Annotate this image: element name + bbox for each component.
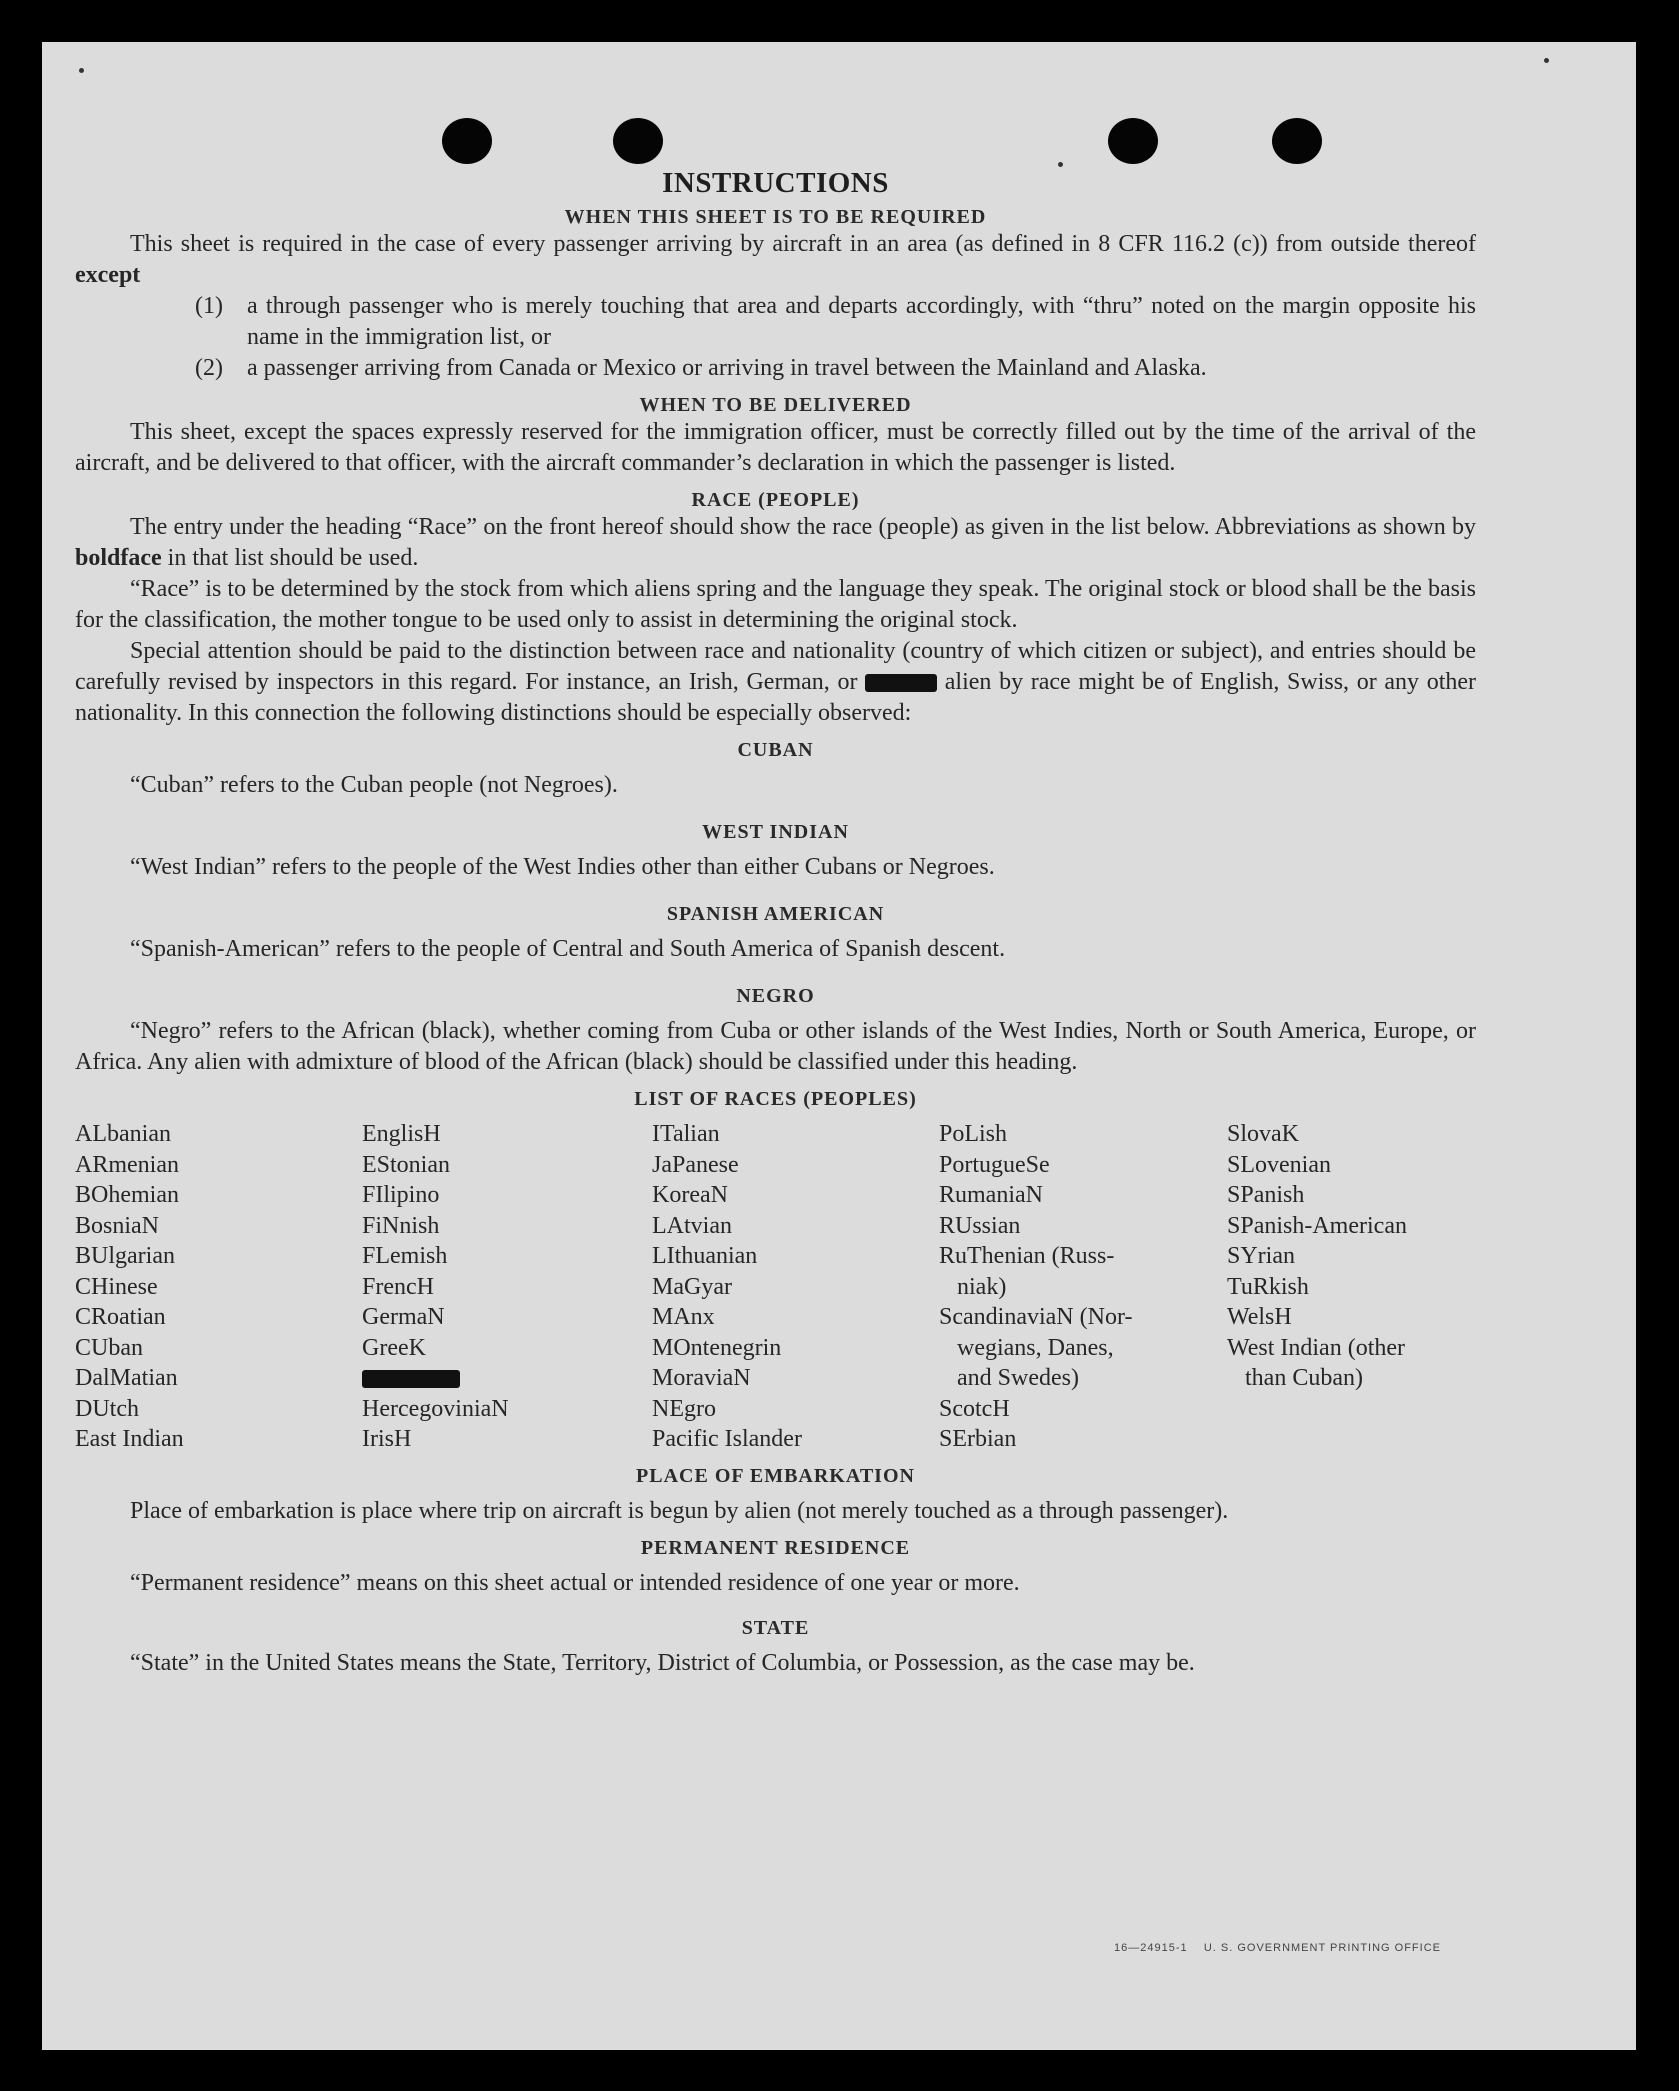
race-entry: RUssian bbox=[939, 1212, 1021, 1239]
race-entry: niak) bbox=[939, 1273, 1007, 1300]
speck bbox=[79, 68, 84, 73]
paragraph-race-2: “Race” is to be determined by the stock from which aliens spring and the language they speak. The original stock or blood shall be the basis for the classification, the mother tongue to be used only to assist in determining the original stock. bbox=[75, 576, 1476, 633]
heading-when-delivered: WHEN TO BE DELIVERED bbox=[639, 394, 912, 416]
race-column bbox=[1227, 1119, 1476, 1455]
punch-hole bbox=[613, 118, 663, 164]
paragraph-spanish-american: “Spanish-American” refers to the people of Central and South America of Spanish descent. bbox=[130, 936, 1006, 962]
race-entry: RumaniaN bbox=[939, 1182, 1043, 1208]
heading-when-required: WHEN THIS SHEET IS TO BE REQUIRED bbox=[564, 206, 987, 228]
race-entry: WelsH bbox=[1227, 1304, 1292, 1330]
redaction-mark bbox=[865, 674, 937, 692]
race-column bbox=[939, 1119, 1227, 1455]
paragraph-embarkation: Place of embarkation is place where trip on aircraft is begun by alien (not merely touched as a through passenger). bbox=[130, 1497, 1229, 1524]
race-entry: FLemish bbox=[362, 1243, 448, 1269]
race-entry: MOntenegrin bbox=[652, 1334, 782, 1361]
race-entry: DalMatian bbox=[75, 1365, 178, 1391]
race-entry: wegians, Danes, bbox=[939, 1334, 1114, 1361]
heading-race: RACE (PEOPLE) bbox=[691, 489, 860, 511]
punch-hole bbox=[1108, 118, 1158, 164]
race-entry: SYrian bbox=[1227, 1243, 1295, 1269]
paragraph-when-delivered: This sheet, except the spaces expressly reserved for the immigration officer, must be correctly filled out by the time of the arrival of the aircraft, and be delivered to that officer, with the aircraft commander’s declaration in which the passenger is listed. bbox=[75, 419, 1476, 476]
race-entry: SlovaK bbox=[1227, 1121, 1299, 1147]
race-entry: BUlgarian bbox=[75, 1243, 175, 1269]
race-entry: EnglisH bbox=[362, 1121, 441, 1147]
race-entry: and Swedes) bbox=[939, 1365, 1079, 1391]
race-entry bbox=[362, 1363, 652, 1394]
heading-state: STATE bbox=[741, 1616, 810, 1639]
paragraph-state: “State” in the United States means the State, Territory, District of Columbia, or Possession, as the case may be. bbox=[130, 1649, 1195, 1676]
paragraph-race-1: The entry under the heading “Race” on the front hereof should show the race (people) as given in the list below. Abbreviations as shown by boldface in that list should be used. bbox=[75, 514, 1476, 571]
race-entry: LIthuanian bbox=[652, 1243, 758, 1269]
heading-list-of-races: LIST OF RACES (PEOPLES) bbox=[634, 1088, 917, 1110]
punch-hole bbox=[442, 118, 492, 164]
instruction-sheet bbox=[42, 42, 1636, 2050]
race-entry: CHinese bbox=[75, 1273, 158, 1300]
race-entry: SPanish-American bbox=[1227, 1212, 1407, 1239]
race-entry: NEgro bbox=[652, 1395, 716, 1422]
heading-negro: NEGRO bbox=[736, 985, 815, 1007]
race-entry: than Cuban) bbox=[1227, 1365, 1363, 1391]
speck bbox=[1544, 58, 1549, 63]
race-entry: PortugueSe bbox=[939, 1151, 1050, 1178]
race-entry: BOhemian bbox=[75, 1182, 179, 1208]
race-entry: RuThenian (Russ- bbox=[939, 1243, 1115, 1269]
paragraph-permanent-residence: “Permanent residence” means on this sheet actual or intended residence of one year or more. bbox=[130, 1569, 1020, 1596]
paragraph-west-indian: “West Indian” refers to the people of the West Indies other than either Cubans or Negroes. bbox=[130, 854, 995, 880]
paragraph-when-required: This sheet is required in the case of every passenger arriving by aircraft in an area (as defined in 8 CFR 116.2 (c)) from outside thereof except bbox=[75, 231, 1476, 288]
race-entry: KoreaN bbox=[652, 1182, 728, 1208]
race-entry: ITalian bbox=[652, 1121, 720, 1147]
page-title: INSTRUCTIONS bbox=[662, 167, 889, 199]
race-entry: JaPanese bbox=[652, 1151, 739, 1178]
race-entry: CRoatian bbox=[75, 1304, 166, 1330]
race-entry: GreeK bbox=[362, 1334, 426, 1361]
paragraph-cuban: “Cuban” refers to the Cuban people (not Negroes). bbox=[130, 772, 618, 798]
race-entry: ALbanian bbox=[75, 1121, 171, 1147]
race-entry: MoraviaN bbox=[652, 1365, 751, 1391]
race-entry: GermaN bbox=[362, 1304, 445, 1330]
race-entry: TuRkish bbox=[1227, 1273, 1309, 1300]
paragraph-race-3: Special attention should be paid to the distinction between race and nationality (country of which citizen or subject), and entries should be carefully revised by inspectors in this regard. For instance, an Irish, German, or alien by race might be of English, Swiss, or any other nationality. In this connection the following distinctions should be especially observed: bbox=[75, 638, 1477, 726]
race-entry: SLovenian bbox=[1227, 1151, 1331, 1178]
race-entry: ScandinaviaN (Nor- bbox=[939, 1304, 1133, 1330]
paragraph-negro: “Negro” refers to the African (black), whether coming from Cuba or other islands of the West Indies, North or South America, Europe, or Africa. Any alien with admixture of blood of the African (black) should be classified under this heading. bbox=[75, 1018, 1476, 1075]
punch-hole bbox=[1272, 118, 1322, 164]
race-entry: MAnx bbox=[652, 1304, 715, 1330]
race-entry: FIlipino bbox=[362, 1182, 440, 1208]
race-list bbox=[75, 1119, 1476, 1455]
race-entry: East Indian bbox=[75, 1426, 184, 1452]
race-entry: BosniaN bbox=[75, 1212, 159, 1239]
race-entry: HercegoviniaN bbox=[362, 1395, 509, 1422]
race-entry: PoLish bbox=[939, 1121, 1008, 1147]
document-body bbox=[75, 167, 1476, 1679]
heading-spanish-american: SPANISH AMERICAN bbox=[666, 903, 885, 925]
race-entry: Pacific Islander bbox=[652, 1426, 802, 1452]
exception-item-1: (1) a through passenger who is merely touching that area and departs accordingly, with “thru” noted on the margin opposite his name in the immigration list, or bbox=[195, 293, 1476, 350]
race-entry: ScotcH bbox=[939, 1395, 1010, 1422]
heading-permanent-residence: PERMANENT RESIDENCE bbox=[640, 1536, 911, 1559]
heading-cuban: CUBAN bbox=[737, 739, 814, 761]
heading-embarkation: PLACE OF EMBARKATION bbox=[636, 1464, 915, 1487]
print-code: 16—24915-1 U. S. GOVERNMENT PRINTING OFFICE bbox=[1114, 1942, 1441, 1954]
race-entry: IrisH bbox=[362, 1426, 412, 1452]
race-entry: FrencH bbox=[362, 1273, 434, 1300]
race-column bbox=[652, 1119, 939, 1455]
redaction-mark bbox=[362, 1370, 460, 1388]
heading-west-indian: WEST INDIAN bbox=[702, 821, 849, 843]
race-entry: FiNnish bbox=[362, 1212, 440, 1239]
race-column bbox=[75, 1119, 362, 1455]
race-entry: SErbian bbox=[939, 1426, 1017, 1452]
race-entry: DUtch bbox=[75, 1395, 139, 1422]
race-entry: ARmenian bbox=[75, 1151, 179, 1178]
race-entry: West Indian (other bbox=[1227, 1334, 1406, 1361]
exception-item-2: (2) a passenger arriving from Canada or Mexico or arriving in travel between the Mainland and Alaska. bbox=[195, 355, 1207, 381]
race-entry: MaGyar bbox=[652, 1273, 732, 1300]
race-entry: EStonian bbox=[362, 1151, 450, 1178]
race-entry: SPanish bbox=[1227, 1182, 1305, 1208]
race-entry: LAtvian bbox=[652, 1212, 732, 1239]
race-entry: CUban bbox=[75, 1334, 143, 1361]
race-column bbox=[362, 1119, 652, 1455]
